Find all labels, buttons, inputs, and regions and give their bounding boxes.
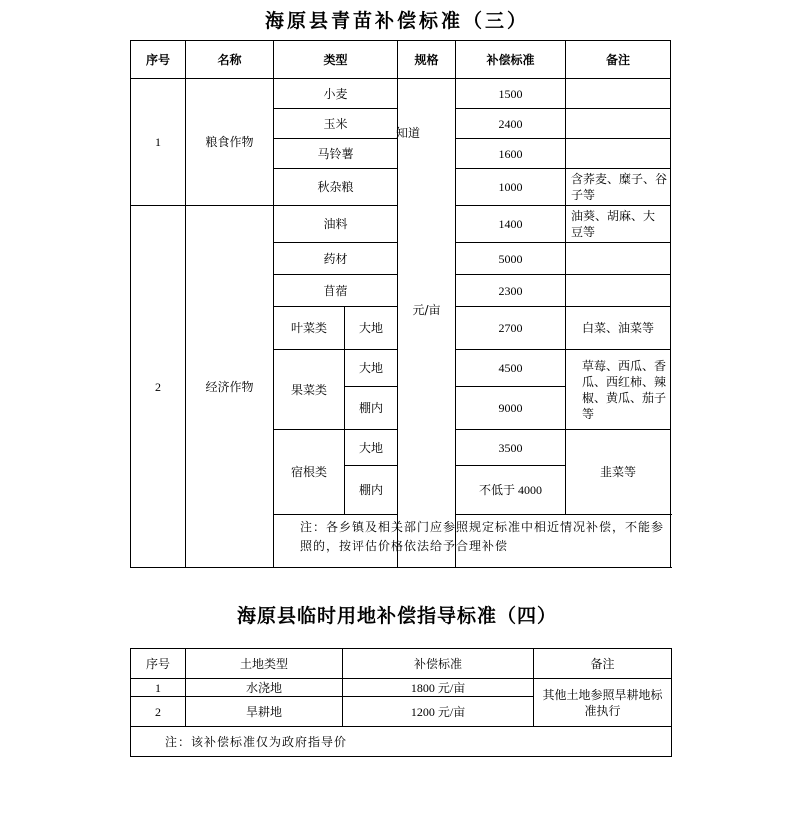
crop-compensation-table xyxy=(130,40,671,568)
remark-cell: 含荞麦、糜子、谷子等 xyxy=(566,169,671,206)
remark-cell xyxy=(566,109,671,139)
value-cell: 3500 xyxy=(456,430,566,466)
table1-note: 注：各乡镇及相关部门应参照规定标准中相近情况补偿，不能参照的，按评估价格依法给予合理补偿 xyxy=(274,515,671,568)
remark-cell: 油葵、胡麻、大 豆等 xyxy=(566,206,671,243)
header-remark: 备注 xyxy=(534,649,672,679)
group2-seq: 2 xyxy=(131,206,186,568)
header-standard: 补偿标准 xyxy=(343,649,534,679)
spec-unit: 元/亩 xyxy=(412,303,441,317)
remark-cell xyxy=(566,79,671,109)
value-cell: 2400 xyxy=(456,109,566,139)
value-cell: 1600 xyxy=(456,139,566,169)
spec-fragment: 知道 xyxy=(396,126,421,140)
remark-cell xyxy=(566,275,671,307)
value-cell: 1200 元/亩 xyxy=(343,697,534,727)
value-cell: 1800 元/亩 xyxy=(343,679,534,697)
header-seq: 序号 xyxy=(131,649,186,679)
value-cell: 5000 xyxy=(456,243,566,275)
subtype-cell: 大地 xyxy=(345,350,398,387)
header-type: 类型 xyxy=(274,41,398,79)
table-row xyxy=(131,79,671,109)
type-cell: 叶菜类 xyxy=(274,307,345,350)
type-cell: 水浇地 xyxy=(186,679,343,697)
type-cell: 秋杂粮 xyxy=(274,169,398,206)
table2-title: 海原县临时用地补偿指导标准（四） xyxy=(236,605,557,627)
value-cell: 9000 xyxy=(456,387,566,430)
table-note-row xyxy=(131,727,672,757)
remark-cell xyxy=(566,243,671,275)
header-standard: 补偿标准 xyxy=(456,41,566,79)
type-cell: 旱耕地 xyxy=(186,697,343,727)
value-cell: 1000 xyxy=(456,169,566,206)
table-header-row xyxy=(131,41,671,79)
header-type: 土地类型 xyxy=(186,649,343,679)
header-remark: 备注 xyxy=(566,41,671,79)
remark-cell: 白菜、油菜等 xyxy=(566,307,671,350)
group2-name: 经济作物 xyxy=(186,206,274,568)
value-cell: 不低于 4000 xyxy=(456,466,566,515)
value-cell: 4500 xyxy=(456,350,566,387)
table1-title: 海原县青苗补偿标准（三） xyxy=(264,10,529,32)
remark-cell xyxy=(566,139,671,169)
subtype-cell: 大地 xyxy=(345,307,398,350)
seq-cell: 1 xyxy=(131,679,186,697)
seq-cell: 2 xyxy=(131,697,186,727)
type-cell: 药材 xyxy=(274,243,398,275)
value-cell: 1400 xyxy=(456,206,566,243)
value-cell: 2300 xyxy=(456,275,566,307)
table2-note: 注：该补偿标准仅为政府指导价 xyxy=(131,727,672,757)
header-name: 名称 xyxy=(186,41,274,79)
spec-cell xyxy=(398,79,456,568)
type-cell: 油料 xyxy=(274,206,398,243)
type-cell: 马铃薯 xyxy=(274,139,398,169)
type-cell: 玉米 xyxy=(274,109,398,139)
group1-name: 粮食作物 xyxy=(186,79,274,206)
type-cell: 小麦 xyxy=(274,79,398,109)
group1-seq: 1 xyxy=(131,79,186,206)
subtype-cell: 大地 xyxy=(345,430,398,466)
type-cell: 宿根类 xyxy=(274,430,345,515)
land-compensation-table xyxy=(130,648,672,757)
subtype-cell: 棚内 xyxy=(345,387,398,430)
remark-cell: 草莓、西瓜、香瓜、西红柿、辣椒、黄瓜、茄子等 xyxy=(566,350,671,430)
remark-cell: 韭菜等 xyxy=(566,430,671,515)
table-header-row xyxy=(131,649,672,679)
subtype-cell: 棚内 xyxy=(345,466,398,515)
table-row xyxy=(131,679,672,697)
type-cell: 苜蓿 xyxy=(274,275,398,307)
remark-cell: 其他土地参照旱耕地标准执行 xyxy=(534,679,672,727)
value-cell: 2700 xyxy=(456,307,566,350)
value-cell: 1500 xyxy=(456,79,566,109)
type-cell: 果菜类 xyxy=(274,350,345,430)
header-spec: 规格 xyxy=(398,41,456,79)
header-seq: 序号 xyxy=(131,41,186,79)
